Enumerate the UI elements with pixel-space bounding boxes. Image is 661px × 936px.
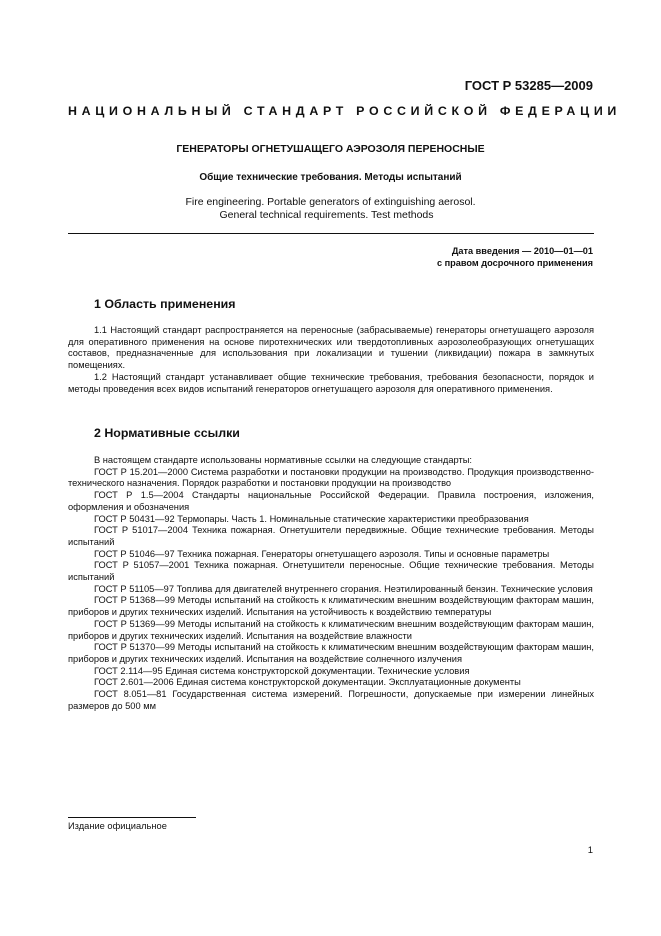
section-heading-scope: 1 Область применения [94,297,236,311]
document-number: ГОСТ Р 53285—2009 [464,78,593,93]
page-number: 1 [587,845,593,856]
national-standard-header: НАЦИОНАЛЬНЫЙ СТАНДАРТ РОССИЙСКОЙ ФЕДЕРАЦИИ [68,104,622,118]
section-heading-references: 2 Нормативные ссылки [94,426,240,440]
section-body-references [68,455,594,712]
reference-item: ГОСТ Р 51105—97 Топлива для двигателей внутреннего сгорания. Неэтилированный бензин. Технические условия [94,583,593,594]
section-body-scope [68,325,594,395]
footer-divider [68,817,196,818]
reference-item: ГОСТ Р 51368—99 Методы испытаний на стойкость к климатическим внешним воздействующим факторам машин, приборов и других технических изделий. Испытания на устойчивость к воздействию температуры [68,595,594,618]
document-title: ГЕНЕРАТОРЫ ОГНЕТУШАЩЕГО АЭРОЗОЛЯ ПЕРЕНОСНЫЕ [176,143,485,155]
introduction-date: Дата введения — 2010—01—01 [451,246,593,256]
title-divider [68,233,594,234]
reference-item: ГОСТ 2.114—95 Единая система конструкторской документации. Технические условия [94,665,470,676]
reference-item: ГОСТ Р 51017—2004 Техника пожарная. Огнетушители передвижные. Общие технические требования. Методы испытаний [68,525,594,547]
paragraph: В настоящем стандарте использованы нормативные ссылки на следующие стандарты: [94,455,473,465]
english-title-line-1: Fire engineering. Portable generators of extinguishing aerosol. [185,196,476,208]
document-subtitle: Общие технические требования. Методы испытаний [199,172,462,183]
introduction-date-block [437,246,593,269]
reference-item: ГОСТ Р 51370—99 Методы испытаний на стойкость к климатическим внешним воздействующим факторам машин, приборов и других технических изделий. Испытания на воздействие солнечного излучения [68,642,594,664]
edition-note: Издание официальное [68,821,167,831]
reference-item: ГОСТ Р 51046—97 Техника пожарная. Генераторы огнетушащего аэрозоля. Типы и основные параметры [94,548,550,559]
reference-item: ГОСТ Р 51057—2001 Техника пожарная. Огнетушители переносные. Общие технические требования. Методы испытаний [68,560,594,583]
paragraph: 1.2 Настоящий стандарт устанавливает общие технические требования, требования безопасности, порядок и методы проведения всех видов испытаний генераторов огнетушащего аэрозоля для оперативного применения. [68,371,594,394]
reference-item: ГОСТ Р 51369—99 Методы испытаний на стойкость к климатическим внешним воздействующим факторам машин, приборов и других технических изделий. Испытания на воздействие влажности [68,618,594,641]
reference-item: ГОСТ 2.601—2006 Единая система конструкторской документации. Эксплуатационные документы [94,677,521,688]
reference-item: ГОСТ 8.051—81 Государственная система измерений. Погрешности, допускаемые при измерении линейных размеров до 500 мм [68,689,594,711]
english-title-line-2: General technical requirements. Test methods [219,209,434,221]
reference-item: ГОСТ Р 1.5—2004 Стандарты национальные Российской Федерации. Правила построения, изложения, оформления и обозначения [68,490,594,512]
early-application-note: с правом досрочного применения [436,257,593,268]
paragraph: 1.1 Настоящий стандарт распространяется на переносные (забрасываемые) генераторы огнетушащего аэрозоля для оперативного применения на основе пиротехнических или твердотопливных аэрозолеобразующих огнетушащих составов, предназначенные для использования при локализации и тушении (ликвидации) пожара в замкнутых помещениях. [68,325,594,371]
reference-item: ГОСТ Р 15.201—2000 Система разработки и постановки продукции на производство. Продукция производственно-технического назначения. Порядок разработки и постановки продукции на производство [68,466,594,489]
reference-item: ГОСТ Р 50431—92 Термопары. Часть 1. Номинальные статические характеристики преобразования [94,513,529,524]
